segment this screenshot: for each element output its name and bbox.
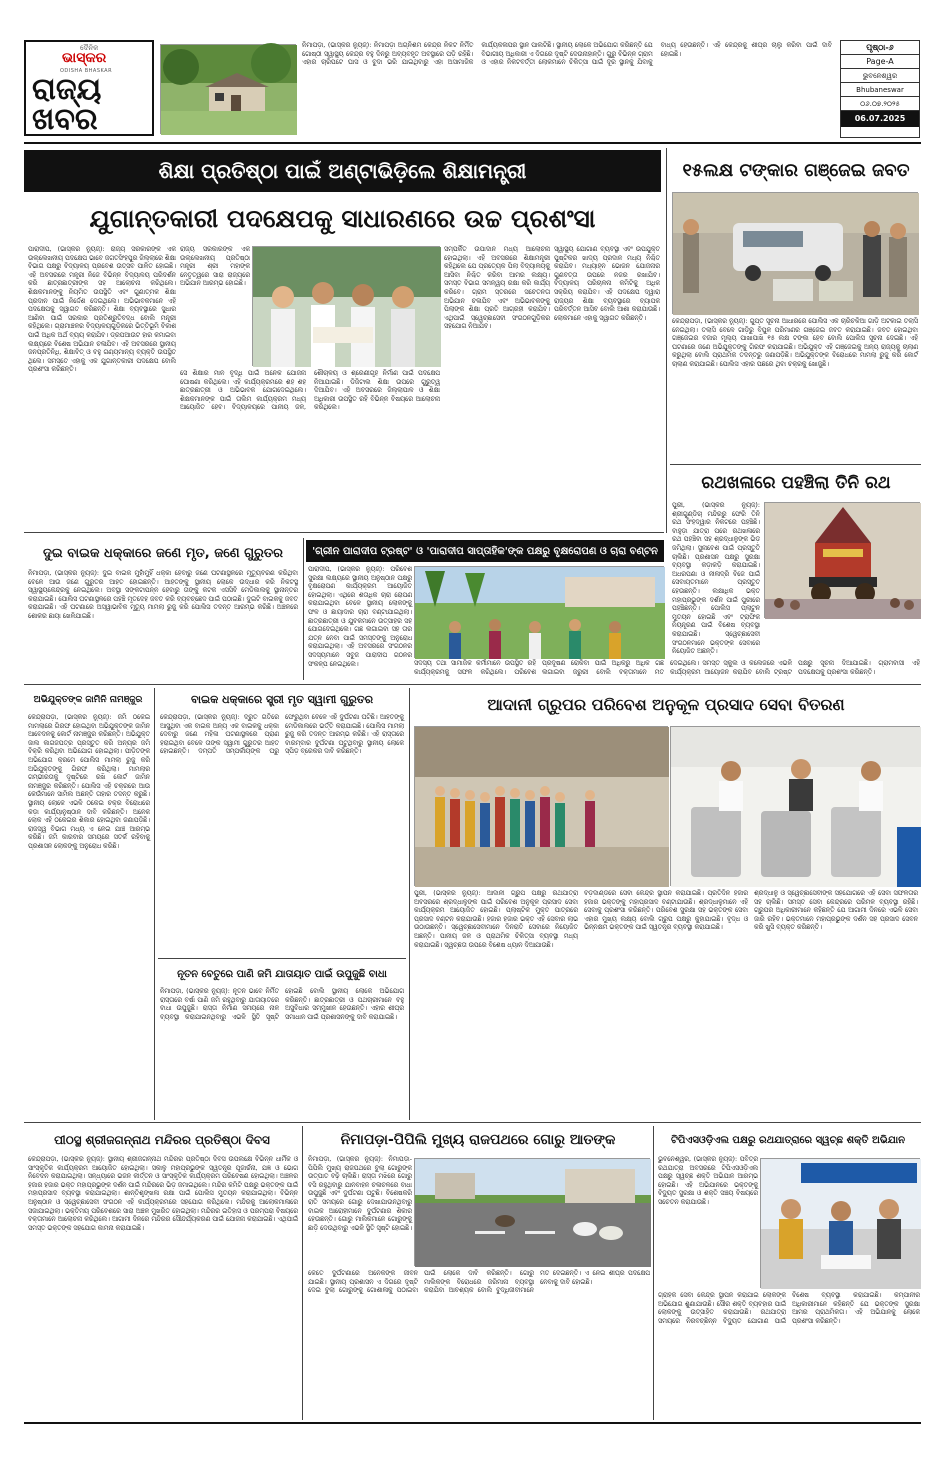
adani-headline: ଆଦାନୀ ଗ୍ରୁପର ପରିବେଶ ଅନୁକୂଳ ପ୍ରସାଦ ସେବା ବିତରଣ — [487, 695, 845, 714]
chariot-photo-illustration — [765, 503, 921, 619]
date-box — [840, 40, 920, 138]
city-label-en: Bhubaneswar — [841, 83, 919, 97]
green-trust-photo — [414, 566, 664, 658]
temple-headline: ପୀଠସ୍ଥ ଶ୍ରୀଜଗନ୍ନାଥ ମନ୍ଦିରର ପ୍ରତିଷ୍ଠା ଦିବସ — [54, 1132, 270, 1147]
page-label-en: Page-A — [841, 55, 919, 69]
wife-accident-text: କେନ୍ଦ୍ରାପଡ଼ା, (ଭାସ୍କର ନ୍ୟୁଜ୍): ଦ୍ରୁତ ଗତିରେ ଆସୁଥିବା ଏକ ବାଇକ ଅନ୍ୟ ଏକ ବାଇକକୁ ଧକ୍କା ଦେବାରୁ ଜଣେ ମହିଳା ଘଟଣାସ୍ଥଳରେ ପ୍ରାଣ ହରାଇଥିବା ବେଳେ ତାଙ୍କ ସ୍ୱାମୀ ଗୁରୁତର ଆହତ ହୋଇଛନ୍ତି। ଦମ୍ପତି ସମ୍ପର୍କୀୟଙ୍କ ଘରୁ ଫେରୁଥିବା ବେଳେ ଏହି ଦୁର୍ଘଟଣା ଘଟିଛି। ଆହତଙ୍କୁ ମେଡିକାଲରେ ଭର୍ତ୍ତି କରାଯାଇଛି। ପୋଲିସ ମାମଲା ରୁଜୁ କରି ତଦନ୍ତ ଆରମ୍ଭ କରିଛି। ଏହି ରାସ୍ତାରେ ବାରମ୍ବାର ଦୁର୍ଘଟଣା ଘଟୁଥିବାରୁ ସ୍ଥାନୀୟ ଲୋକେ ସ୍ପିଡ଼ ବ୍ରେକର ଦାବି କରିଛନ୍ତି। — [160, 714, 404, 756]
page-label: ପୃଷ୍ଠା-୬ — [841, 41, 919, 55]
bike-headline: ଦୁଇ ବାଇକ ଧକ୍କାରେ ଜଣେ ମୃତ, ଜଣେ ଗୁରୁତର — [42, 545, 284, 561]
green-trust-text-bottom: ସଦସ୍ୟ ତଥା ସାମାଜିକ କର୍ମୀମାନେ ଉପସ୍ଥିତ ରହି କାର୍ଯ୍ୟକ୍ରମକୁ ସଫଳ କରିଥିଲେ। ପରିବେଶ ପ୍ରଦୂଷଣ ରୋକିବା ପାଇଁ ଅଧିକରୁ ଅଧିକ ଗଛ ଲଗାଇବା ଜରୁରୀ ବୋଲି ବକ୍ତାମାନେ ମତ ଦେଇଥିଲେ। ସମସ୍ତ ସ୍କୁଲ ଓ କଲେଜରେ ଏଭଳି କାର୍ଯ୍ୟକ୍ରମ ଆୟୋଜନ କରାଯିବ ବୋଲି ଟ୍ରଷ୍ଟ ପକ୍ଷରୁ ସୂଚନା ଦିଆଯାଇଛି। ଗ୍ରାମବାସୀ ଏହି ପଦକ୍ଷେପକୁ ପ୍ରଶଂସା କରିଛନ୍ତି। — [414, 660, 920, 676]
cattle-text: ନିମାପଡ଼ା, (ଭାସ୍କର ନ୍ୟୁଜ୍): ନିମାପଡ଼ା-ପିପିଲି ମୁଖ୍ୟ ରାଜପଥରେ ବୁଲା ଗୋରୁଙ୍କ ଉତ୍ପାତ ବଢ଼ି ଚାଲିଛି। ରାସ୍ତା ମଝିରେ ଗୋରୁ ବସି ରହୁଥିବାରୁ ଯାନବାହନ ଚଳାଚଳରେ ବାଧା ଉପୁଜୁଛି ଏବଂ ଦୁର୍ଘଟଣା ଘଟୁଛି। ବିଶେଷକରି ରାତି ସମୟରେ ଗୋରୁ ଦେଖାଯାଉନଥିବାରୁ ବାଇକ ଆରୋହୀମାନେ ଦୁର୍ଘଟଣାର ଶିକାର ହେଉଛନ୍ତି। ଗୋରୁ ମାଲିକମାନେ ଗୋରୁଙ୍କୁ ଛାଡ଼ି ଦେଉଥିବାରୁ ଏଭଳି ସ୍ଥିତି ସୃଷ୍ଟି ହୋଇଛି। — [308, 1156, 412, 1232]
land-text: କେନ୍ଦ୍ରାପଡ଼ା, (ଭାସ୍କର ନ୍ୟୁଜ୍): ଜମି ଠକେଇ ମାମଲାରେ ଗିରଫ ହୋଇଥିବା ଅଭିଯୁକ୍ତଙ୍କ ଜାମିନ ଆବେଦନକୁ କୋର୍ଟ ନାମଞ୍ଜୁର କରିଛନ୍ତି। ଅଭିଯୁକ୍ତ ଜାଲ କାଗଜପତ୍ର ପ୍ରସ୍ତୁତ କରି ଅନ୍ୟର ଜମି ବିକ୍ରି କରିଥିବା ଅଭିଯୋଗ ହୋଇଥିଲା। ପୀଡ଼ିତଙ୍କ ଅଭିଯୋଗ କ୍ରମେ ପୋଲିସ ମାମଲା ରୁଜୁ କରି ଅଭିଯୁକ୍ତଙ୍କୁ ଗିରଫ କରିଥିଲା। ମାମଲାର ଗମ୍ଭୀରତାକୁ ଦୃଷ୍ଟିରେ ରଖି କୋର୍ଟ ଜାମିନ ନାମଞ୍ଜୁର କରିଛନ୍ତି। ପୋଲିସ ଏହି ଚକ୍ରରେ ଆଉ କେଉଁମାନେ ସାମିଲ ଅଛନ୍ତି ତାହାର ତଦନ୍ତ କରୁଛି। ସ୍ଥାନୀୟ ଲୋକେ ଏଭଳି ଠକେଇ ଚକ୍ର ବିରୋଧରେ କଡ଼ା କାର୍ଯ୍ୟାନୁଷ୍ଠାନ ଦାବି କରିଛନ୍ତି। ଅନେକ ଲୋକ ଏହି ଠକେଇର ଶିକାର ହୋଇଥିବା ଜଣାପଡ଼ିଛି। ରାଜସ୍ୱ ବିଭାଗ ମଧ୍ୟ ଏ ନେଇ ଯାଞ୍ଚ ଆରମ୍ଭ କରିଛି। ଜମି କାରବାର ସମୟରେ ସତର୍କ ରହିବାକୁ ପ୍ରଶାସନ ଲୋକଙ୍କୁ ଅନୁରୋଧ କରିଛି। — [28, 714, 150, 850]
main-story-col5: ସ୍ୱାସ୍ଥ୍ୟ ଯୋଗାଣ ବ୍ୟବସ୍ଥା ଏବଂ ଉପଯୁକ୍ତ ପୁଷ୍ଟିକର ଖାଦ୍ୟ ପ୍ରଦାନ ମଧ୍ୟ ନିଶ୍ଚିତ କରାଯିବ। ମଧ୍ୟାହ୍ନ ଭୋଜନ ଯୋଜନାର ଗୁଣବତ୍ତା ଉପରେ ନଜର ରଖାଯିବ। ବିଦ୍ୟାଳୟ ପରିଚାଳନା କମିଟିକୁ ଅଧିକ ସକ୍ରିୟ କରାଯିବ। ଏହି ପଦକ୍ଷେପ ଦ୍ୱାରା ରାଜ୍ୟର ଶିକ୍ଷା ବ୍ୟବସ୍ଥାରେ ବ୍ୟାପକ ପରିବର୍ତ୍ତନ ଆସିବ ବୋଲି ଆଶା କରାଯାଉଛି। ଲୋକମାନେ ଏହାକୁ ସ୍ୱାଗତ କରିଛନ୍ତି। — [554, 246, 660, 322]
adani-photo-queue — [414, 726, 668, 886]
tpsodl-headline: ଟିପିଏସଓଡ଼ିଏଲ ପକ୍ଷରୁ ରଥଯାତ୍ରାରେ ସ୍ୱଚ୍ଛ ଶକ୍ତି ଅଭିଯାନ — [670, 1134, 906, 1146]
ratha-photo — [764, 502, 920, 618]
cattle-text-bottom: କେତେ ଦୁର୍ଘଟଣାରେ ଅନେକଙ୍କ ଜୀବନ ଯାଇଛି। ସ୍ଥାନୀୟ ପ୍ରଶାସନ ଏ ଦିଗରେ ଦୃଷ୍ଟି ଦେଇ ବୁଲା ଗୋରୁଙ୍କୁ ଗୋଶାଳାକୁ ପଠାଇବା ପାଇଁ ଲୋକେ ଦାବି କରିଛନ୍ତି। ଗୋରୁ ମାଲିକଙ୍କ ବିରୋଧରେ ଜରିମାନା ବ୍ୟବସ୍ଥା କରାଯିବା ଆବଶ୍ୟକ ବୋଲି ବୁଦ୍ଧିଜୀବୀମାନେ ମତ ଦେଇଛନ୍ତି। ଏ ନେଇ ଶୀଘ୍ର ପଦକ୍ଷେପ ନେବାକୁ ଦାବି ହୋଇଛି। — [308, 1270, 650, 1295]
masthead-brand-tag: ODISHA BHASKAR — [60, 68, 113, 74]
adani-photo-serving — [670, 726, 920, 886]
road-text: ନିମାପଡ଼ା, (ଭାସ୍କର ନ୍ୟୁଜ୍): ନୂତନ ଭାବେ ନିର୍ମିତ ରାସ୍ତାରେ ବର୍ଷା ପାଣି ଜମି ରହୁଥିବାରୁ ଯାତାୟାତରେ ବାଧା ଉପୁଜୁଛି। ରାସ୍ତା ନିର୍ମାଣ ସମୟରେ ନାଳ ବ୍ୟବସ୍ଥା କରାଯାଇନଥିବାରୁ ଏଭଳି ସ୍ଥିତି ସୃଷ୍ଟି ହୋଇଛି ବୋଲି ସ୍ଥାନୀୟ ଲୋକେ ଅଭିଯୋଗ କରିଛନ୍ତି। ଛାତ୍ରଛାତ୍ରୀ ଓ ପଥଚାରୀମାନେ ବହୁ ଅସୁବିଧାର ସମ୍ମୁଖୀନ ହେଉଛନ୍ତି। ଏହାର ଶୀଘ୍ର ସମାଧାନ ପାଇଁ ପ୍ରଶାସନଙ୍କୁ ଦାବି କରାଯାଇଛି। — [160, 988, 404, 1021]
house-photo-illustration — [161, 45, 297, 135]
masthead — [24, 40, 154, 136]
green-trust-headline: 'ଗ୍ରୀନ ପାରାଦୀପ ଟ୍ରଷ୍ଟ' ଓ 'ପାରାଦୀପ ସାପ୍ତାହିକ'ଙ୍କ ପକ୍ଷରୁ ବୃକ୍ଷରୋପଣ ଓ ଚାରା ବଣ୍ଟନ — [306, 540, 664, 562]
main-story-kicker: ଶିକ୍ଷା ପ୍ରତିଷ୍ଠା ପାଇଁ ଅଣ୍ଟାଭିଡ଼ିଲେ ଶିକ୍ଷାମନ୍ତ୍ରୀ — [24, 150, 661, 192]
tpsodl-text: ଭୁବନେଶ୍ୱର, (ଭାସ୍କର ନ୍ୟୁଜ୍): ପବିତ୍ର ରଥଯାତ୍ରା ଅବସରରେ ଟିପିଏସଓଡ଼ିଏଲ ପକ୍ଷରୁ ସ୍ୱଚ୍ଛ ଶକ୍ତି ଅଭିଯାନ ଆରମ୍ଭ ହୋଇଛି। ଏହି ଅଭିଯାନରେ ଭକ୍ତଙ୍କୁ ବିଦ୍ୟୁତ ସୁରକ୍ଷା ଓ ଶକ୍ତି ସଞ୍ଚୟ ବିଷୟରେ ସଚେତନ କରାଯାଉଛି। — [658, 1156, 758, 1206]
cattle-headline: ନିମାପଡ଼ା-ପିପିଲି ମୁଖ୍ୟ ରାଜପଥରେ ଗୋରୁ ଆତଙ୍କ — [340, 1132, 616, 1148]
ganja-headline: ୧୫ଲକ୍ଷ ଟଙ୍କାର ଗଞ୍ଜେଇ ଜବତ — [682, 159, 910, 181]
cattle-photo — [414, 1158, 650, 1266]
city-label: ଭୁବନେଶ୍ୱର — [841, 69, 919, 83]
ratha-text: ପୁରୀ, (ଭାସ୍କର ନ୍ୟୁଜ୍): ଶ୍ରୀଗୁଣ୍ଡିଚା ମନ୍ଦିରରୁ ଫେରି ତିନି ରଥ ସିଂହଦ୍ୱାର ନିକଟରେ ପହଞ୍ଚିଛି। ବାହୁଡ଼ା ଯାତ୍ରା ପରେ ରଥଖଳାରେ ରଥ ପହଞ୍ଚିବା ସହ ଶ୍ରଦ୍ଧାଳୁଙ୍କ ଭିଡ଼ ଜମିଥିଲା। ସୁନାବେଶ ପାଇଁ ପ୍ରସ୍ତୁତି ଚାଲିଛି। ପ୍ରଶାସନ ପକ୍ଷରୁ ସୁରକ୍ଷା ବ୍ୟବସ୍ଥା କଡ଼ାକଡ଼ି କରାଯାଇଛି। ଅଧରପଣା ଓ ନୀଳାଦ୍ରି ବିଜେ ପାଇଁ ସେବାୟତମାନେ ପ୍ରସ୍ତୁତ ହେଉଛନ୍ତି। ଲକ୍ଷାଧିକ ଭକ୍ତ ମହାପ୍ରଭୁଙ୍କ ଦର୍ଶନ ପାଇଁ ପୁରୀରେ ପହଞ୍ଚିଛନ୍ତି। ପୋଲିସ ପ୍ଲାଟୁନ ମୁତୟନ ହୋଇଛି ଏବଂ ଟ୍ରାଫିକ ନିୟନ୍ତ୍ରଣ ପାଇଁ ବିଶେଷ ବ୍ୟବସ୍ଥା କରାଯାଇଛି। ସ୍ୱେଚ୍ଛାସେବୀ ସଂଗଠନମାନେ ଭକ୍ତଙ୍କ ସେବାରେ ନିୟୋଜିତ ଅଛନ୍ତି। — [672, 502, 760, 656]
highway-cattle-illustration — [415, 1159, 651, 1267]
main-story-col2: ରାଜ୍ୟ ସରକାରଙ୍କ ଏକ ଉଲ୍ଲେଖନୀୟ ପ୍ରତିଷ୍ଠା ମନ୍ତ୍ରୀ ଶ୍ରୀ ମହାଙ୍କ ନେତୃତ୍ୱରେ ସାରା ରାଜ୍ୟରେ ଅଭିଯାନ ଆରମ୍ଭ ହୋଇଛି। — [180, 246, 250, 288]
seizure-photo-illustration — [673, 193, 919, 315]
main-story-col4: ସମ୍ପର୍କିତ ଉପାଦାନ ମଧ୍ୟ ଆଲୋଚନା ହୋଇଥିଲା। ଏହି ଅବସରରେ ଶିକ୍ଷାମନ୍ତ୍ରୀ କହିଥିଲେ ଯେ ପ୍ରତ୍ୟେକ ପିଲା ବିଦ୍ୟାଳୟକୁ ଆସିବା ନିଶ୍ଚିତ କରିବା ଆମର ଲକ୍ଷ୍ୟ। ସମସ୍ତ ବିଭାଗ ସମନ୍ୱୟ ରକ୍ଷା କରି କାର୍ଯ୍ୟ କରିବେ। ଗ୍ରାମ ସ୍ତରରେ ସଚେତନତା ଅଭିଯାନ ଚଳାଯିବ ଏବଂ ଅଭିଭାବକଙ୍କୁ ପିଲାଙ୍କ ଶିକ୍ଷା ପ୍ରତି ଆଗ୍ରହୀ କରାଯିବ। ଏଥିପାଇଁ ସ୍ୱେଚ୍ଛାସେବୀ ସଂଗଠନଗୁଡ଼ିକର ସହଯୋଗ ନିଆଯିବ। — [444, 246, 550, 331]
queue-photo-illustration — [415, 727, 669, 887]
land-headline: ଅଭିଯୁକ୍ତଙ୍କ ଜାମିନି ନାମଞ୍ଜୁର — [33, 695, 143, 705]
road-headline: ନୂତନ ବେତୁରେ ପାଣି ଜମି ଯାତାୟାତ ପାଇଁ ଉପୁଜୁଛି ବାଧା — [177, 968, 387, 980]
minister-photo-illustration — [253, 247, 441, 367]
green-trust-text: ପାରାଦୀପ, (ଭାସ୍କର ନ୍ୟୁଜ୍): ପରିବେଶ ସୁରକ୍ଷା ଲକ୍ଷ୍ୟରେ ସ୍ଥାନୀୟ ଅନୁଷ୍ଠାନ ପକ୍ଷରୁ ବୃକ୍ଷରୋପଣ କାର୍ଯ୍ୟକ୍ରମ ଆୟୋଜିତ ହୋଇଥିଲା। ଏଥିରେ ଶତାଧିକ ଚାରା ରୋପଣ କରାଯାଇଥିବା ବେଳେ ସ୍ଥାନୀୟ ଲୋକଙ୍କୁ ଫଳ ଓ ଛାୟାଦାର ଚାରା ବଣ୍ଟାଯାଇଥିଲା। ଛାତ୍ରଛାତ୍ରୀ ଓ ଯୁବକମାନେ ଉତ୍ସାହର ସହ ଯୋଗଦେଇଥିଲେ। ଗଛ ଲଗାଇବା ସହ ତାର ଯତ୍ନ ନେବା ପାଇଁ ସମସ୍ତଙ୍କୁ ଅନୁରୋଧ କରାଯାଇଥିଲା। ଏହି ଅବସରରେ ସଂଗଠନର ସଦସ୍ୟମାନେ ସବୁଜ ପାରାଦୀପ ଗଠନର ସଂକଳ୍ପ ନେଇଥିଲେ। — [308, 566, 412, 668]
top-story-photo — [160, 44, 296, 134]
masthead-line2: ଖବର — [32, 102, 98, 137]
tpsodl-photo — [760, 1158, 920, 1288]
wife-accident-headline: ବାଇକ ଧକ୍କାରେ ସ୍ତ୍ରୀ ମୃତ ସ୍ୱାମୀ ଗୁରୁତର — [190, 693, 374, 706]
masthead-brand: ଭାସ୍କର — [62, 50, 107, 66]
ratha-headline: ରଥଖଳାରେ ପହଞ୍ଚିଲା ତିନି ରଥ — [701, 473, 891, 493]
adani-col2: ବଡ଼ଦାଣ୍ଡରେ ସେବା କେନ୍ଦ୍ର ସ୍ଥାପନ କରାଯାଇଛି। ପ୍ରତିଦିନ ହଜାର ହଜାର ଭକ୍ତଙ୍କୁ ମହାପ୍ରସାଦ ବଣ୍ଟାଯାଉଛି। ଶ୍ରଦ୍ଧାଳୁମାନେ ଏହି ସେବାକୁ ପ୍ରଶଂସା କରିଛନ୍ତି। ପରିବେଶ ସୁରକ୍ଷା ସହ ଭକ୍ତଙ୍କ ସେବା ଏହାର ମୁଖ୍ୟ ଲକ୍ଷ୍ୟ ବୋଲି ଗ୍ରୁପ ପକ୍ଷରୁ କୁହାଯାଇଛି। ବୃଦ୍ଧ ଓ ଭିନ୍ନକ୍ଷମ ଭକ୍ତଙ୍କ ପାଇଁ ସ୍ୱତନ୍ତ୍ର ବ୍ୟବସ୍ଥା କରାଯାଇଛି। — [584, 890, 748, 932]
top-story-text: ନିମାପଡ଼ା, (ଭାସ୍କର ନ୍ୟୁଜ୍): ନିମାପଡ଼ା ଅଗ୍ନିଶମ କେନ୍ଦ୍ର ନିକଟ ନିର୍ମିତ ଗୋଷ୍ଠୀ ସ୍ୱାସ୍ଥ୍ୟ କେନ୍ଦ୍ର ବହୁ ଦିନରୁ ଅବ୍ୟବହୃତ ଅବସ୍ଥାରେ ପଡ଼ି ରହିଛି। ଏହାର ଚାରିପଟେ ଘାସ ଓ ବୁଦା ଭରି ଯାଇଥିବାରୁ ଏହା ଅସାମାଜିକ କାର୍ଯ୍ୟକଳାପର ସ୍ଥାନ ପାଲଟିଛି। ସ୍ଥାନୀୟ ଲୋକେ ଅଭିଯୋଗ କରିଛନ୍ତି ଯେ ବିଭାଗୀୟ ଅଧିକାରୀ ଏ ଦିଗରେ ଦୃଷ୍ଟି ଦେଉନାହାନ୍ତି। ଗୁରୁ ବିଭିନ୍ନ ଗ୍ରାମ ଓ ଏହାର ନିକଟବର୍ତ୍ତୀ ଲୋକମାନେ ଚିକିତ୍ସା ପାଇଁ ଦୂର ସ୍ଥାନକୁ ଯିବାକୁ ବାଧ୍ୟ ହେଉଛନ୍ତି। ଏହି କେନ୍ଦ୍ରକୁ ଶୀଘ୍ର ଚାଲୁ କରିବା ପାଇଁ ଦାବି ହୋଇଛି। — [302, 42, 832, 67]
adani-col3: ଶ୍ରଦ୍ଧାଳୁ ଓ ସ୍ୱେଚ୍ଛାସେବୀଙ୍କ ସହଯୋଗରେ ଏହି ସେବା ସଫଳତାର ସହ ଚାଲିଛି। ସମସ୍ତ ସେବା କେନ୍ଦ୍ରରେ ପରିମଳ ବ୍ୟବସ୍ଥା ରହିଛି। ଗ୍ରୁପର ଅଧିକାରୀମାନେ କହିଛନ୍ତି ଯେ ଆଗାମୀ ଦିନରେ ଏଭଳି ସେବା ଜାରି ରହିବ। ଭକ୍ତମାନେ ମହାପ୍ରଭୁଙ୍କ ଦର୍ଶନ ସହ ପ୍ରସାଦ ସେବନ କରି ଖୁସି ବ୍ୟକ୍ତ କରିଛନ୍ତି। — [754, 890, 918, 932]
plantation-photo-illustration — [415, 567, 665, 659]
adani-col1: ପୁରୀ, (ଭାସ୍କର ନ୍ୟୁଜ୍): ଆଦାନୀ ଗ୍ରୁପ ପକ୍ଷରୁ ରଥଯାତ୍ରା ଅବସରରେ ଶ୍ରଦ୍ଧାଳୁଙ୍କ ପାଇଁ ପରିବେଶ ଅନୁକୂଳ ପ୍ରସାଦ ସେବା କାର୍ଯ୍ୟକ୍ରମ ଆୟୋଜିତ ହୋଇଛି। ପ୍ଲାଷ୍ଟିକ ମୁକ୍ତ ପାତ୍ରରେ ପ୍ରସାଦ ବଣ୍ଟନ କରାଯାଉଛି। ହଜାର ହଜାର ଭକ୍ତ ଏହି ସେବାର ଲାଭ ଉଠାଉଛନ୍ତି। ସ୍ୱେଚ୍ଛାସେବୀମାନେ ଦିନରାତି ସେବାରେ ନିୟୋଜିତ ଅଛନ୍ତି। ପାନୀୟ ଜଳ ଓ ପ୍ରାଥମିକ ଚିକିତ୍ସା ବ୍ୟବସ୍ଥା ମଧ୍ୟ କରାଯାଇଛି। ସ୍ୱଚ୍ଛତା ଉପରେ ବିଶେଷ ଧ୍ୟାନ ଦିଆଯାଉଛି। — [414, 890, 578, 949]
masthead-line1: ରାଜ୍ୟ — [32, 72, 102, 107]
date-label: ୦୬.୦୭.୨୦୨୫ — [841, 97, 919, 111]
prasad-serving-illustration — [671, 727, 921, 887]
masthead-brand-small: ଦୈନିକ — [80, 44, 99, 52]
date-label-en: 06.07.2025 — [841, 111, 919, 127]
main-story-col3: ସେ ଶିକ୍ଷାର ମାନ ବୃଦ୍ଧି ପାଇଁ ଅନେକ ଯୋଜନା ଘୋଷଣା କରିଥିଲେ। ଏହି କାର୍ଯ୍ୟକ୍ରମରେ ଶହ ଶହ ଛାତ୍ରଛାତ୍ରୀ ଓ ଅଭିଭାବକ ଯୋଗଦେଇଥିଲେ। ଶିକ୍ଷକମାନଙ୍କ ପାଇଁ ତାଲିମ କାର୍ଯ୍ୟକ୍ରମ ମଧ୍ୟ ଆୟୋଜିତ ହେବ। ବିଦ୍ୟାଳୟରେ ପାନୀୟ ଜଳ, ଶୌଚାଳୟ ଓ ଶ୍ରେଣୀଗୃହ ନିର୍ମାଣ ପାଇଁ ପଦକ୍ଷେପ ନିଆଯାଇଛି। ଡିଜିଟାଲ ଶିକ୍ଷା ଉପରେ ଗୁରୁତ୍ୱ ଦିଆଯିବ। ଏହି ଅବସରରେ ଜିଲ୍ଲାପାଳ ଓ ଶିକ୍ଷା ଅଧିକାରୀ ଉପସ୍ଥିତ ରହି ବିଭିନ୍ନ ବିଷୟରେ ଆଲୋଚନା କରିଥିଲେ। — [180, 370, 440, 412]
ganja-text: କେନ୍ଦ୍ରାପଡ଼ା, (ଭାସ୍କର ନ୍ୟୁଜ୍): ଗୁପ୍ତ ସୂଚନା ଆଧାରରେ ପୋଲିସ ଏକ ଚାରିଚକିଆ ଗାଡ଼ି ଅଟକାଇ ତଲାସି ନେଇଥିଲା। ତଲାସି ବେଳେ ଗାଡ଼ିରୁ ବିପୁଳ ପରିମାଣର ଗଞ୍ଜେଇ ଜବତ କରାଯାଇଛି। ଜବତ ହୋଇଥିବା ଗଞ୍ଜେଇର ବଜାର ମୂଲ୍ୟ ପାଖାପାଖି ୧୫ ଲକ୍ଷ ଟଙ୍କା ହେବ ବୋଲି ପୋଲିସ ସୂଚନା ଦେଇଛି। ଏହି ଘଟଣାରେ ଜଣେ ଅଭିଯୁକ୍ତଙ୍କୁ ଗିରଫ କରାଯାଇଛି। ଅଭିଯୁକ୍ତ ଏହି ଗଞ୍ଜେଇକୁ ଅନ୍ୟ ରାଜ୍ୟକୁ ଚାଲାଣ କରୁଥିଲା ବୋଲି ପ୍ରାଥମିକ ତଦନ୍ତରୁ ଜଣାପଡ଼ିଛି। ଅଭିଯୁକ୍ତଙ୍କ ବିରୋଧରେ ମାମଲା ରୁଜୁ କରି କୋର୍ଟ ଚାଲାଣ କରାଯାଇଛି। ପୋଲିସ ଏହାର ପଛରେ ଥିବା ଚକ୍ରକୁ ଖୋଜୁଛି। — [672, 318, 918, 368]
ganja-photo — [672, 192, 918, 314]
main-story-photo — [252, 246, 440, 366]
main-story-headline: ଯୁଗାନ୍ତକାରୀ ପଦକ୍ଷେପକୁ ସାଧାରଣରେ ଉଚ୍ଚ ପ୍ରଶଂସା — [89, 204, 596, 233]
temple-text: କେନ୍ଦ୍ରାପଡ଼ା, (ଭାସ୍କର ନ୍ୟୁଜ୍): ସ୍ଥାନୀୟ ଶ୍ରୀଜଗନ୍ନାଥ ମନ୍ଦିରର ପ୍ରତିଷ୍ଠା ଦିବସ ଉପଲକ୍ଷେ ବିଭିନ୍ନ ଧାର୍ମିକ ଓ ସାଂସ୍କୃତିକ କାର୍ଯ୍ୟକ୍ରମ ଆୟୋଜିତ ହୋଇଥିଲା। ସକାଳୁ ମହାପ୍ରଭୁଙ୍କ ସ୍ୱତନ୍ତ୍ର ପୂଜାର୍ଚ୍ଚନା, ଯଜ୍ଞ ଓ ଭୋଗ ନିବେଦନ କରାଯାଇଥିଲା। ସନ୍ଧ୍ୟାରେ ଭଜନ କୀର୍ତ୍ତନ ଓ ସାଂସ୍କୃତିକ କାର୍ଯ୍ୟକ୍ରମ ପରିବେଷଣ ହୋଇଥିଲା। ଅଞ୍ଚଳର ହଜାର ହଜାର ଭକ୍ତ ମହାପ୍ରଭୁଙ୍କ ଦର୍ଶନ ପାଇଁ ମନ୍ଦିରରେ ଭିଡ଼ ଜମାଇଥିଲେ। ମନ୍ଦିର କମିଟି ପକ୍ଷରୁ ଭକ୍ତଙ୍କ ପାଇଁ ମହାପ୍ରସାଦ ବ୍ୟବସ୍ଥା କରାଯାଇଥିଲା। ଶାନ୍ତିଶୃଙ୍ଖଳା ରକ୍ଷା ପାଇଁ ପୋଲିସ ମୁତୟନ କରାଯାଇଥିଲା। ବିଭିନ୍ନ ଅନୁଷ୍ଠାନ ଓ ସ୍ୱେଚ୍ଛାସେବୀ ସଂଗଠନ ଏହି କାର୍ଯ୍ୟକ୍ରମରେ ସହଯୋଗ କରିଥିଲେ। ମନ୍ଦିରକୁ ଆଲୋକମାଳାରେ ସଜାଯାଇଥିଲା। ଭକ୍ତିମୟ ପରିବେଶରେ ସାରା ଅଞ୍ଚଳ ମୁଖରିତ ହୋଇଥିଲା। ମନ୍ଦିରର ଇତିହାସ ଓ ପରମ୍ପରା ବିଷୟରେ ବକ୍ତାମାନେ ଆଲୋଚନା କରିଥିଲେ। ଆଗାମୀ ଦିନରେ ମନ୍ଦିରର ସୌନ୍ଦର୍ଯ୍ୟକରଣ ପାଇଁ ଯୋଜନା କରାଯାଇଛି। ଏଥିପାଇଁ ସମସ୍ତ ଭକ୍ତଙ୍କ ସହଯୋଗ କାମନା କରାଯାଇଛି। — [28, 1156, 298, 1232]
service-camp-illustration — [761, 1159, 921, 1289]
tpsodl-text-bottom: ଗ୍ରାହକ ସେବା କେନ୍ଦ୍ର ସ୍ଥାପନ କରାଯାଇ ଲୋକଙ୍କ ଅଭିଯୋଗ ଶୁଣାଯାଉଛି। ସୌର ଶକ୍ତି ବ୍ୟବହାର ପାଇଁ ଲୋକଙ୍କୁ ଉତ୍ସାହିତ କରାଯାଉଛି। ରଥଯାତ୍ରା ସମୟରେ ନିରବଚ୍ଛିନ୍ନ ବିଦ୍ୟୁତ ଯୋଗାଣ ପାଇଁ ବିଶେଷ ବ୍ୟବସ୍ଥା କରାଯାଇଛି। କମ୍ପାନୀର ଅଧିକାରୀମାନେ କହିଛନ୍ତି ଯେ ଭକ୍ତଙ୍କ ସୁରକ୍ଷା ଆମର ପ୍ରାଥମିକତା। ଏହି ଅଭିଯାନକୁ ଲୋକେ ପ୍ରଶଂସା କରିଛନ୍ତି। — [658, 1292, 920, 1325]
bike-text: ନିମାପଡ଼ା, (ଭାସ୍କର ନ୍ୟୁଜ୍): ଦୁଇ ବାଇକ ମୁହାଁମୁହିଁ ଧକ୍କା ହେବାରୁ ଜଣେ ଘଟଣାସ୍ଥଳରେ ମୃତ୍ୟୁବରଣ କରିଥିବା ବେଳେ ଆଉ ଜଣେ ଗୁରୁତର ଆହତ ହୋଇଛନ୍ତି। ଆହତଙ୍କୁ ସ୍ଥାନୀୟ ଲୋକେ ଉଦ୍ଧାର କରି ନିକଟସ୍ଥ ସ୍ୱାସ୍ଥ୍ୟକେନ୍ଦ୍ରକୁ ନେଇଥିଲେ। ଅବସ୍ଥା ସଙ୍କଟାପନ୍ନ ହେବାରୁ ତାଙ୍କୁ କଟକ ଏସସିବି ମେଡିକାଲକୁ ସ୍ଥାନାନ୍ତର କରାଯାଇଛି। ପୋଲିସ ଘଟଣାସ୍ଥଳରେ ପହଞ୍ଚି ମୃତଦେହ ଜବତ କରି ବ୍ୟବଚ୍ଛେଦ ପାଇଁ ପଠାଇଛି। ଦୁଇଟି ବାଇକକୁ ଜବତ କରାଯାଇଛି। ଏହି ଘଟଣାରେ ଅସ୍ୱାଭାବିକ ମୃତ୍ୟୁ ମାମଲା ରୁଜୁ କରି ପୋଲିସ ତଦନ୍ତ ଆରମ୍ଭ କରିଛି। ଅଞ୍ଚଳରେ ଶୋକର ଛାୟା ଖେଳିଯାଇଛି। — [28, 570, 298, 620]
main-story-col1: ପାରାଦୀପ, (ଭାସ୍କର ନ୍ୟୁଜ୍): ରାଜ୍ୟ ସରକାରଙ୍କ ଏକ ଉଲ୍ଲେଖନୀୟ ପଦକ୍ଷେପ ଭାବେ ଜଗତସିଂହପୁର ଜିଲ୍ଲାରେ ଶିକ୍ଷା ବିଭାଗ ପକ୍ଷରୁ ବିଦ୍ୟାଳୟ ପ୍ରବେଶ ଉତ୍ସବ ପାଳିତ ହୋଇଛି। ଏହି ଅବସରରେ ମନ୍ତ୍ରୀ ନିଜେ ବିଭିନ୍ନ ବିଦ୍ୟାଳୟ ପରିଦର୍ଶନ କରି ଛାତ୍ରଛାତ୍ରୀଙ୍କ ସହ ଆଲୋଚନା କରିଥିଲେ। ଶିକ୍ଷକମାନଙ୍କୁ ନିୟମିତ ଉପସ୍ଥିତି ଏବଂ ଗୁଣାତ୍ମକ ଶିକ୍ଷା ପ୍ରଦାନ ପାଇଁ ନିର୍ଦ୍ଦେଶ ଦେଇଥିଲେ। ଅଭିଭାବକମାନେ ଏହି ପଦକ୍ଷେପକୁ ସ୍ୱାଗତ କରିଛନ୍ତି। ଶିକ୍ଷା ବ୍ୟବସ୍ଥାରେ ସୁଧାର ଆଣିବା ପାଇଁ ସରକାର ପ୍ରତିଶ୍ରୁତିବଦ୍ଧ ବୋଲି ମନ୍ତ୍ରୀ କହିଥିଲେ। ଗ୍ରାମାଞ୍ଚଳର ବିଦ୍ୟାଳୟଗୁଡ଼ିକରେ ଭିତ୍ତିଭୂମି ବିକାଶ ପାଇଁ ଅଧିକ ଅର୍ଥ ବ୍ୟୟ କରାଯିବ। ଡ୍ରପଆଉଟ ହାର କମାଇବା ଲକ୍ଷ୍ୟରେ ବିଶେଷ ଅଭିଯାନ ଚଳାଯିବ। ଏହି ଅବସରରେ ସ୍ଥାନୀୟ ଜନପ୍ରତିନିଧି, ଶିକ୍ଷାବିତ୍ ଓ ବହୁ ଗଣ୍ୟମାନ୍ୟ ବ୍ୟକ୍ତି ଉପସ୍ଥିତ ଥିଲେ। ସମସ୍ତେ ଏହାକୁ ଏକ ଯୁଗାନ୍ତକାରୀ ପଦକ୍ଷେପ ବୋଲି ପ୍ରଶଂସା କରିଛନ୍ତି। — [28, 246, 176, 374]
